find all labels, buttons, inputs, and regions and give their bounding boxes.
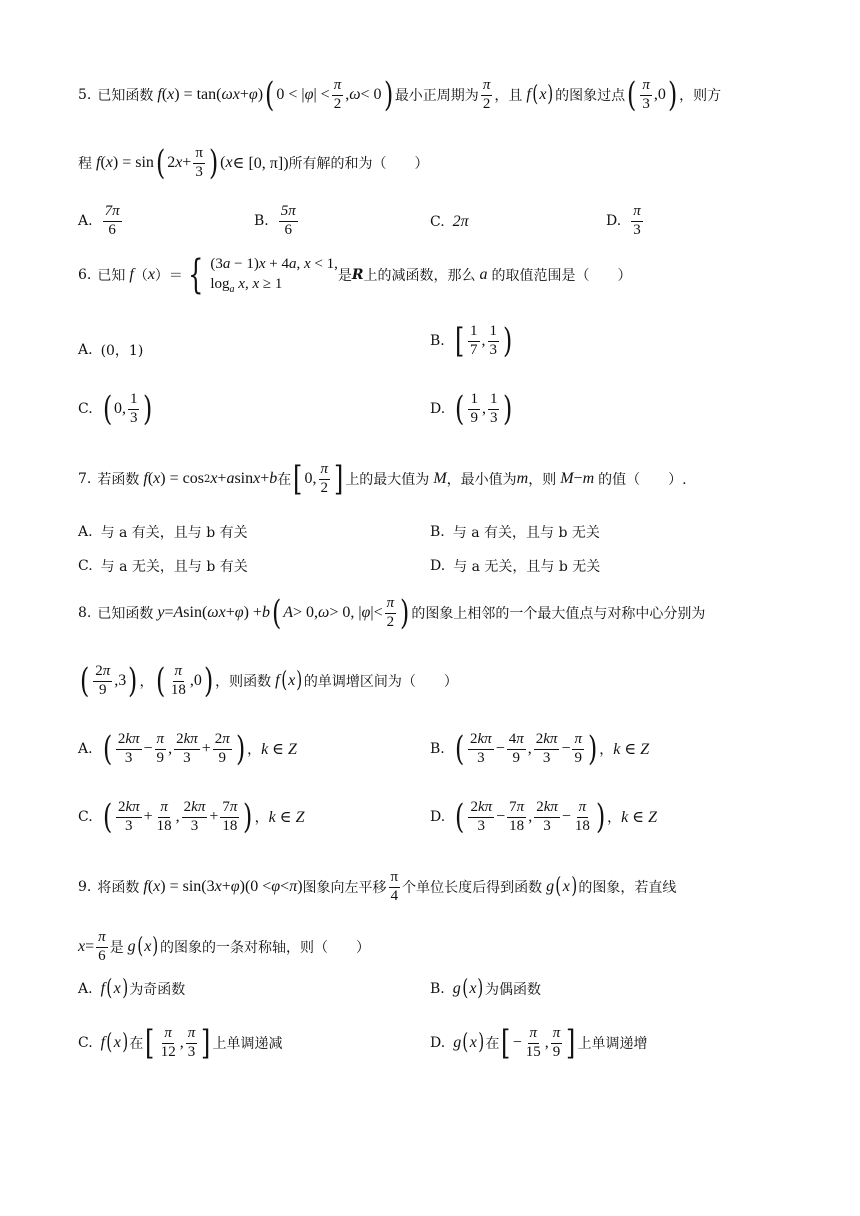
question-9-text-d: 的图象，若直线 xyxy=(578,880,677,897)
question-8-line-1: 8. 已知函数 y = A sin( ωx + φ ) + b ( A > 0, ω > 0, | φ |< $\frac{\pi}{2}$ ) 的图象上相邻的一个最大值点与对称中心分别为 xyxy=(78,593,706,634)
question-6-text-f: 的取值范围是（ ） xyxy=(491,268,632,285)
question-8-text-d: 的单调增区间为（ ） xyxy=(303,674,458,691)
question-7-text-c: 上的最大值为 xyxy=(345,472,430,489)
question-9-text-b: 图象向左平移 xyxy=(302,880,387,897)
question-6-text-d: 上的减函数，那么 xyxy=(363,268,476,285)
question-6-text-e: a xyxy=(479,266,488,284)
question-5-text-f: 程 xyxy=(78,156,92,173)
question-6-option-d[interactable]: D. ( $\frac{1}{9}$ , $\frac{1}{3}$ ) xyxy=(430,389,513,430)
question-9-option-d[interactable]: D. g ( x ) 在 [ − $\frac{\pi}{15}$ , $\frac{\pi}{9}$ ] 上单调递增 xyxy=(430,1023,648,1064)
question-7-text-e: ，则 xyxy=(528,472,557,489)
question-5-option-b[interactable]: B. $\frac{5\pi}{6}$ xyxy=(254,203,296,238)
question-9-line-2: x = $\frac{\pi}{6}$ 是 g ( x ) 的图象的一条对称轴，则（ ） xyxy=(78,929,370,964)
question-6-text-b: 是 xyxy=(337,268,352,285)
question-9-option-a[interactable]: A. f ( x ) 为奇函数 xyxy=(78,976,186,1001)
question-5-line-2: 程 f ( x ) = sin ( 2 x + $\frac{\pi}{3}$ ) ( x ∈ [0, π]) 所有解的和为（ ） xyxy=(78,143,429,184)
question-5-text-e: ，则方 xyxy=(679,88,722,105)
question-9-text-e: 是 xyxy=(109,940,124,957)
question-9-text-c: 个单位长度后得到函数 xyxy=(402,880,543,897)
question-6-line-1: 6. 已知 f （ x ）＝ { (3a − 1)x + 4a, x < 1, $\log_a x$, x ≥ 1 是 R 上的减函数，那么 a 的取值范围是（ ） xyxy=(78,252,632,299)
question-7-text-a: 若函数 xyxy=(97,472,140,489)
question-8-option-a[interactable]: A. ( $\frac{2k\pi}{3}$ − $\frac{\pi}{9}$ , $\frac{2k\pi}{3}$ + $\frac{2\pi}{9}$ ) ， k ∈ Z xyxy=(78,729,297,770)
question-6-option-b[interactable]: B. [ $\frac{1}{7}$ , $\frac{1}{3}$ ) xyxy=(430,321,513,362)
question-8-line-2: ( $\frac{2\pi}{9}$ ,3 ) ， ( $\frac{\pi}{18}$ ,0 ) ，则函数 f ( x ) 的单调增区间为（ ） xyxy=(79,661,458,702)
question-5-text-d: 的图象过点 xyxy=(555,88,626,105)
question-5-option-a[interactable]: A. $\frac{7\pi}{6}$ xyxy=(78,203,120,238)
question-5-number: 5. xyxy=(78,87,92,104)
question-8-option-d[interactable]: D. ( $\frac{2k\pi}{3}$ − $\frac{7\pi}{18}$ , $\frac{2k\pi}{3}$ − $\frac{\pi}{18}$ ) ， k ∈ Z xyxy=(430,797,658,838)
question-5-option-d[interactable]: D. $\frac{\pi}{3}$ xyxy=(606,203,641,238)
question-8-text-b: 的图象上相邻的一个最大值点与对称中心分别为 xyxy=(411,606,706,623)
question-9-text-a: 将函数 xyxy=(97,880,140,897)
question-7-option-a[interactable]: A. 与 a 有关，且与 b 有关 xyxy=(78,524,248,541)
question-7-text-b: 在 xyxy=(277,472,292,489)
question-5-text-g: 所有解的和为（ ） xyxy=(288,156,429,173)
question-7-line-1: 7. 若函数 f ( x ) = cos 2 x + a sin x + b 在 [ 0, $\frac{\pi}{2}$ ] 上的最大值为 M ，最小值为 m ，则 M − m 的值（ ）. xyxy=(78,459,687,500)
question-7-option-d[interactable]: D. 与 a 无关，且与 b 无关 xyxy=(430,558,601,575)
question-9-option-b[interactable]: B. g ( x ) 为偶函数 xyxy=(430,976,542,1001)
question-6-option-c[interactable]: C. ( 0, $\frac{1}{3}$ ) xyxy=(78,389,153,430)
question-6-number: 6. xyxy=(78,267,92,284)
question-7-text-f: 的值（ ）. xyxy=(598,472,687,489)
question-6-text-c: R xyxy=(351,267,364,284)
question-9-line-1: 9. 将函数 f ( x ) = sin(3 x + φ )(0 < φ < π ) 图象向左平移 $\frac{\pi}{4}$ 个单位长度后得到函数 g ( x ) 的图象，若直线 xyxy=(78,869,677,904)
question-5-text-b: 最小正周期为 xyxy=(394,88,479,105)
question-7-option-c[interactable]: C. 与 a 无关，且与 b 有关 xyxy=(78,558,248,575)
question-5-text-c: ，且 xyxy=(494,88,523,105)
question-5-line-1: 5. 已知函数 f ( x ) = tan( ωx + φ ) ( 0 < | φ | < $\frac{\pi}{2}$ , ω < 0 ) 最小正周期为 $\frac{\pi}{2}$ ，且 f ( x ) 的图象过点 ( $\frac{\pi}{3}$ ,0 ) ，则方 xyxy=(78,75,722,116)
question-7-option-b[interactable]: B. 与 a 有关，且与 b 无关 xyxy=(430,524,600,541)
question-8-option-c[interactable]: C. ( $\frac{2k\pi}{3}$ + $\frac{\pi}{18}$ , $\frac{2k\pi}{3}$ + $\frac{7\pi}{18}$ ) ， k ∈ Z xyxy=(78,797,305,838)
question-8-text-c: ，则函数 xyxy=(215,674,272,691)
question-9-number: 9. xyxy=(78,879,92,896)
question-6-text-a: 已知 xyxy=(97,268,126,285)
question-5-text-a: 已知函数 xyxy=(97,88,154,105)
question-5-option-c[interactable]: C. 2π xyxy=(430,213,469,230)
question-6-option-a[interactable]: A. (0，1) xyxy=(78,342,144,359)
question-7-text-d: ，最小值为 xyxy=(446,472,517,489)
question-9-option-c[interactable]: C. f ( x ) 在 [ $\frac{\pi}{12}$ , $\frac{\pi}{3}$ ] 上单调递减 xyxy=(78,1023,283,1064)
question-8-option-b[interactable]: B. ( $\frac{2k\pi}{3}$ − $\frac{4\pi}{9}$ , $\frac{2k\pi}{3}$ − $\frac{\pi}{9}$ ) ， k ∈ Z xyxy=(430,729,650,770)
question-8-number: 8. xyxy=(78,605,92,622)
question-7-number: 7. xyxy=(78,471,92,488)
question-9-text-f: 的图象的一条对称轴，则（ ） xyxy=(159,940,370,957)
question-8-text-a: 已知函数 xyxy=(97,606,154,623)
